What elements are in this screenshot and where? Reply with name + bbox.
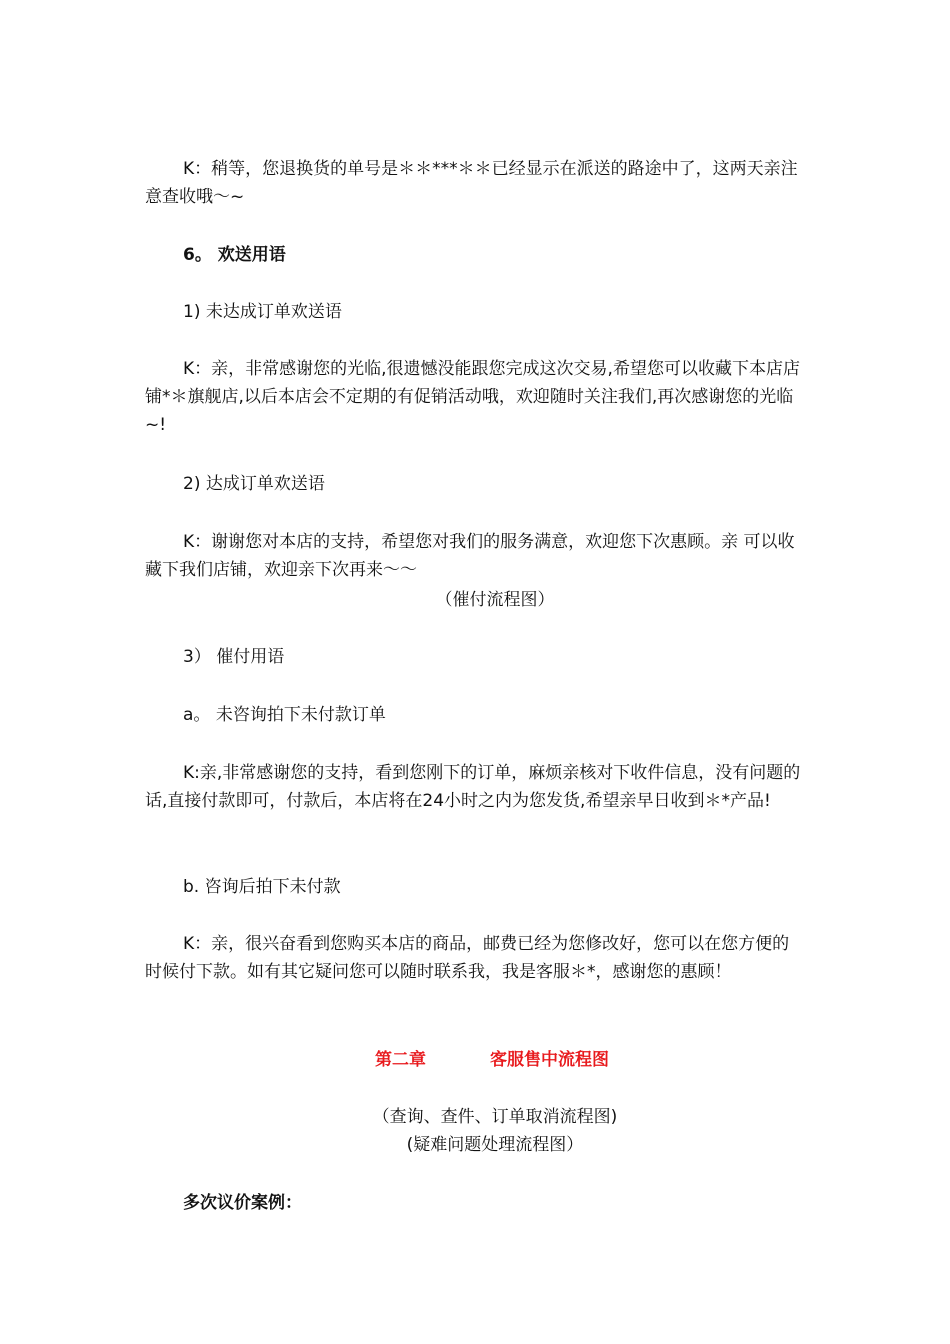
subheading-payment-reminder: 3） 催付用语 (183, 647, 285, 667)
subheading-order-farewell: 2) 达成订单欢送语 (183, 474, 325, 494)
caption-payment-reminder-flowchart: （催付流程图） (435, 590, 555, 610)
caption-difficult-issues-flowchart: (疑难问题处理流程图） (406, 1135, 584, 1155)
subheading-unpaid-after-inquiry: b. 咨询后拍下未付款 (183, 877, 341, 897)
section-heading-farewell: 6。 欢送用语 (183, 245, 286, 265)
paragraph-unpaid-after-inquiry: K：亲，很兴奋看到您购买本店的商品，邮费已经为您修改好，您可以在您方便的时候付下款。如有其它疑问您可以随时联系我，我是客服＊*，感谢您的惠顾！ (145, 934, 790, 982)
paragraph-no-order-farewell: K：亲，非常感谢您的光临,很遗憾没能跟您完成这次交易,希望您可以收藏下本店店铺*＊旗舰店,以后本店会不定期的有促销活动哦，欢迎随时关注我们,再次感谢您的光临~! (145, 359, 800, 435)
heading-bargaining-case: 多次议价案例： (183, 1193, 302, 1213)
paragraph-order-farewell: K：谢谢您对本店的支持，希望您对我们的服务满意，欢迎您下次惠顾。亲 可以收藏下我们店铺，欢迎亲下次再来～～ (145, 532, 795, 580)
caption-query-cancel-flowchart: （查询、查件、订单取消流程图) (372, 1107, 618, 1127)
paragraph-unpaid-no-inquiry: K:亲,非常感谢您的支持，看到您刚下的订单，麻烦亲核对下收件信息，没有问题的话,直接付款即可，付款后，本店将在24小时之内为您发货,希望亲早日收到＊*产品! (145, 763, 801, 811)
chapter-title: 客服售中流程图 (490, 1050, 609, 1070)
chapter-heading (375, 1046, 775, 1074)
subheading-unpaid-no-inquiry: a。 未咨询拍下未付款订单 (183, 705, 386, 725)
chapter-number: 第二章 (375, 1050, 426, 1070)
paragraph-return-tracking: K：稍等，您退换货的单号是＊＊***＊＊已经显示在派送的路途中了，这两天亲注意查收哦～~ (145, 159, 798, 207)
subheading-no-order-farewell: 1) 未达成订单欢送语 (183, 302, 342, 322)
